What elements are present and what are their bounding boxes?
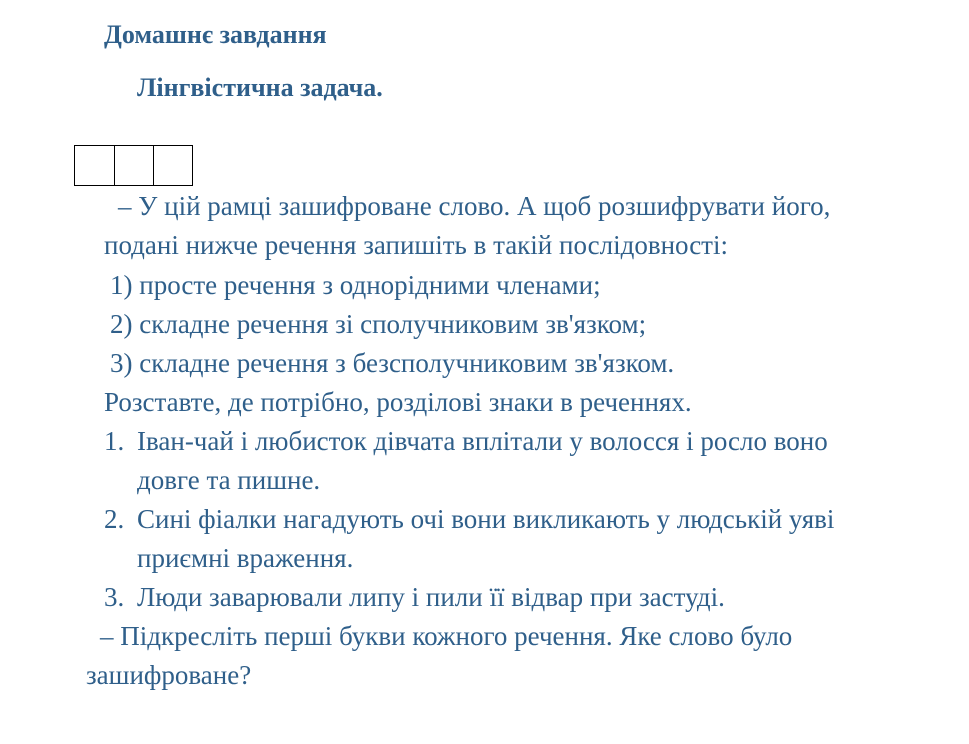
order-item-2: 2) складне речення зі сполучниковим зв'язком; [110, 309, 647, 339]
cipher-cell [75, 146, 114, 185]
page-title: Домашнє завдання [104, 20, 327, 49]
task-subtitle: Лінгвістична задача. [137, 73, 383, 102]
sentence-text-line-2: довге та пишне. [137, 465, 321, 495]
cipher-cell [153, 146, 192, 185]
sentence-number: 1. [104, 426, 125, 456]
cipher-frame [74, 145, 193, 186]
order-item-3: 3) складне речення з безсполучниковим зв'язком. [110, 348, 675, 378]
sentence-number: 3. [104, 582, 125, 612]
intro-line-1: – У цій рамці зашифроване слово. А щоб розшифрувати його, [118, 191, 831, 221]
sentence-text-line-1: Сині фіалки нагадують очі вони викликають у людській уяві [137, 504, 835, 534]
question-line-2: зашифроване? [86, 660, 252, 690]
intro-line-2: подані нижче речення запишіть в такій послідовності: [104, 230, 728, 260]
sentence-text-line-2: приємні враження. [137, 543, 354, 573]
sentence-number: 2. [104, 504, 125, 534]
cipher-cell [114, 146, 153, 185]
question-line-1: – Підкресліть перші букви кожного речення. Яке слово було [100, 621, 793, 651]
sentence-text-line-1: Люди заварювали липу і пили її відвар при застуді. [137, 582, 725, 612]
instruction-text: Розставте, де потрібно, розділові знаки в реченнях. [104, 387, 692, 417]
sentence-text-line-1: Іван-чай і любисток дівчата вплітали у волосся і росло воно [137, 426, 828, 456]
order-item-1: 1) просте речення з однорідними членами; [110, 270, 601, 300]
